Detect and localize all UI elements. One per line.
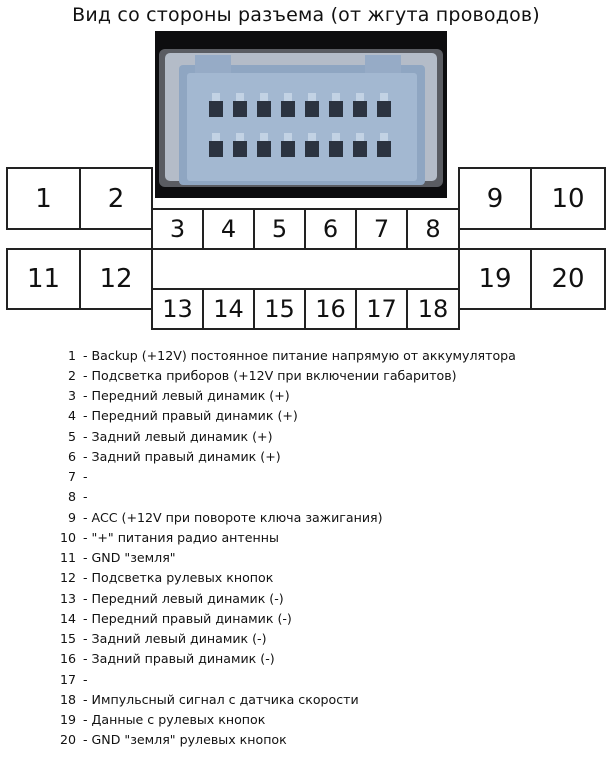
pin-number: 4 <box>67 408 76 423</box>
pin-description: - ACC (+12V при повороте ключа зажигания) <box>83 510 383 525</box>
pin-number: 16 <box>59 651 76 666</box>
pin-description: - Передний левый динамик (-) <box>83 591 284 606</box>
pin-description: - <box>83 489 88 504</box>
pin-description: - Передний правый динамик (+) <box>83 408 298 423</box>
pin-cell: 8 <box>406 208 460 250</box>
pin-number: 20 <box>59 732 76 747</box>
pin-number: 11 <box>59 550 76 565</box>
pin-description: - "+" питания радио антенны <box>83 530 279 545</box>
pin-cell: 10 <box>530 167 606 230</box>
pin-description: - Подсветка рулевых кнопок <box>83 570 274 585</box>
pin-cell: 6 <box>304 208 357 250</box>
pin-cell: 11 <box>6 248 81 310</box>
pin-cell: 2 <box>79 167 153 230</box>
pin-cell: 4 <box>202 208 255 250</box>
pin-number: 18 <box>59 692 76 707</box>
pin-number: 15 <box>59 631 76 646</box>
pin-number: 13 <box>59 591 76 606</box>
pin-description: - Задний правый динамик (+) <box>83 449 281 464</box>
pin-description: - Задний левый динамик (+) <box>83 429 273 444</box>
pin-description: - <box>83 469 88 484</box>
pin-cell: 5 <box>253 208 306 250</box>
pin-cell: 15 <box>253 288 306 330</box>
pin-number: 3 <box>67 388 76 403</box>
pin-number: 8 <box>67 489 76 504</box>
pin-cell: 14 <box>202 288 255 330</box>
pin-number: 14 <box>59 611 76 626</box>
connector-photo <box>155 31 447 198</box>
pin-description: - Задний правый динамик (-) <box>83 651 275 666</box>
pin-number: 1 <box>67 348 76 363</box>
pin-number: 6 <box>67 449 76 464</box>
pin-cell: 19 <box>458 248 532 310</box>
pin-description: - GND "земля" рулевых кнопок <box>83 732 287 747</box>
pin-cell: 20 <box>530 248 606 310</box>
diagram-title: Вид со стороны разъема (от жгута проводов) <box>72 4 540 26</box>
pin-number: 10 <box>59 530 76 545</box>
pin-cell: 18 <box>406 288 460 330</box>
pin-description: - Передний левый динамик (+) <box>83 388 290 403</box>
pin-number: 2 <box>67 368 76 383</box>
pin-description: - Backup (+12V) постоянное питание напрямую от аккумулятора <box>83 348 516 363</box>
pin-number: 9 <box>67 510 76 525</box>
pin-number: 19 <box>59 712 76 727</box>
pin-description: - Задний левый динамик (-) <box>83 631 267 646</box>
pin-number: 5 <box>67 429 76 444</box>
pin-description: - Передний правый динамик (-) <box>83 611 292 626</box>
pin-description: - Подсветка приборов (+12V при включении габаритов) <box>83 368 457 383</box>
pin-cell: 13 <box>151 288 204 330</box>
pin-number: 17 <box>59 672 76 687</box>
pin-cell: 3 <box>151 208 204 250</box>
pin-number: 7 <box>67 469 76 484</box>
pin-description: - GND "земля" <box>83 550 176 565</box>
pin-description: - <box>83 672 88 687</box>
pin-cell: 9 <box>458 167 532 230</box>
pin-cell: 16 <box>304 288 357 330</box>
pin-cell: 12 <box>79 248 153 310</box>
pin-cell: 17 <box>355 288 408 330</box>
pin-description: - Импульсный сигнал с датчика скорости <box>83 692 359 707</box>
pin-description: - Данные с рулевых кнопок <box>83 712 266 727</box>
pin-cell: 1 <box>6 167 81 230</box>
pin-number: 12 <box>59 570 76 585</box>
pin-cell: 7 <box>355 208 408 250</box>
